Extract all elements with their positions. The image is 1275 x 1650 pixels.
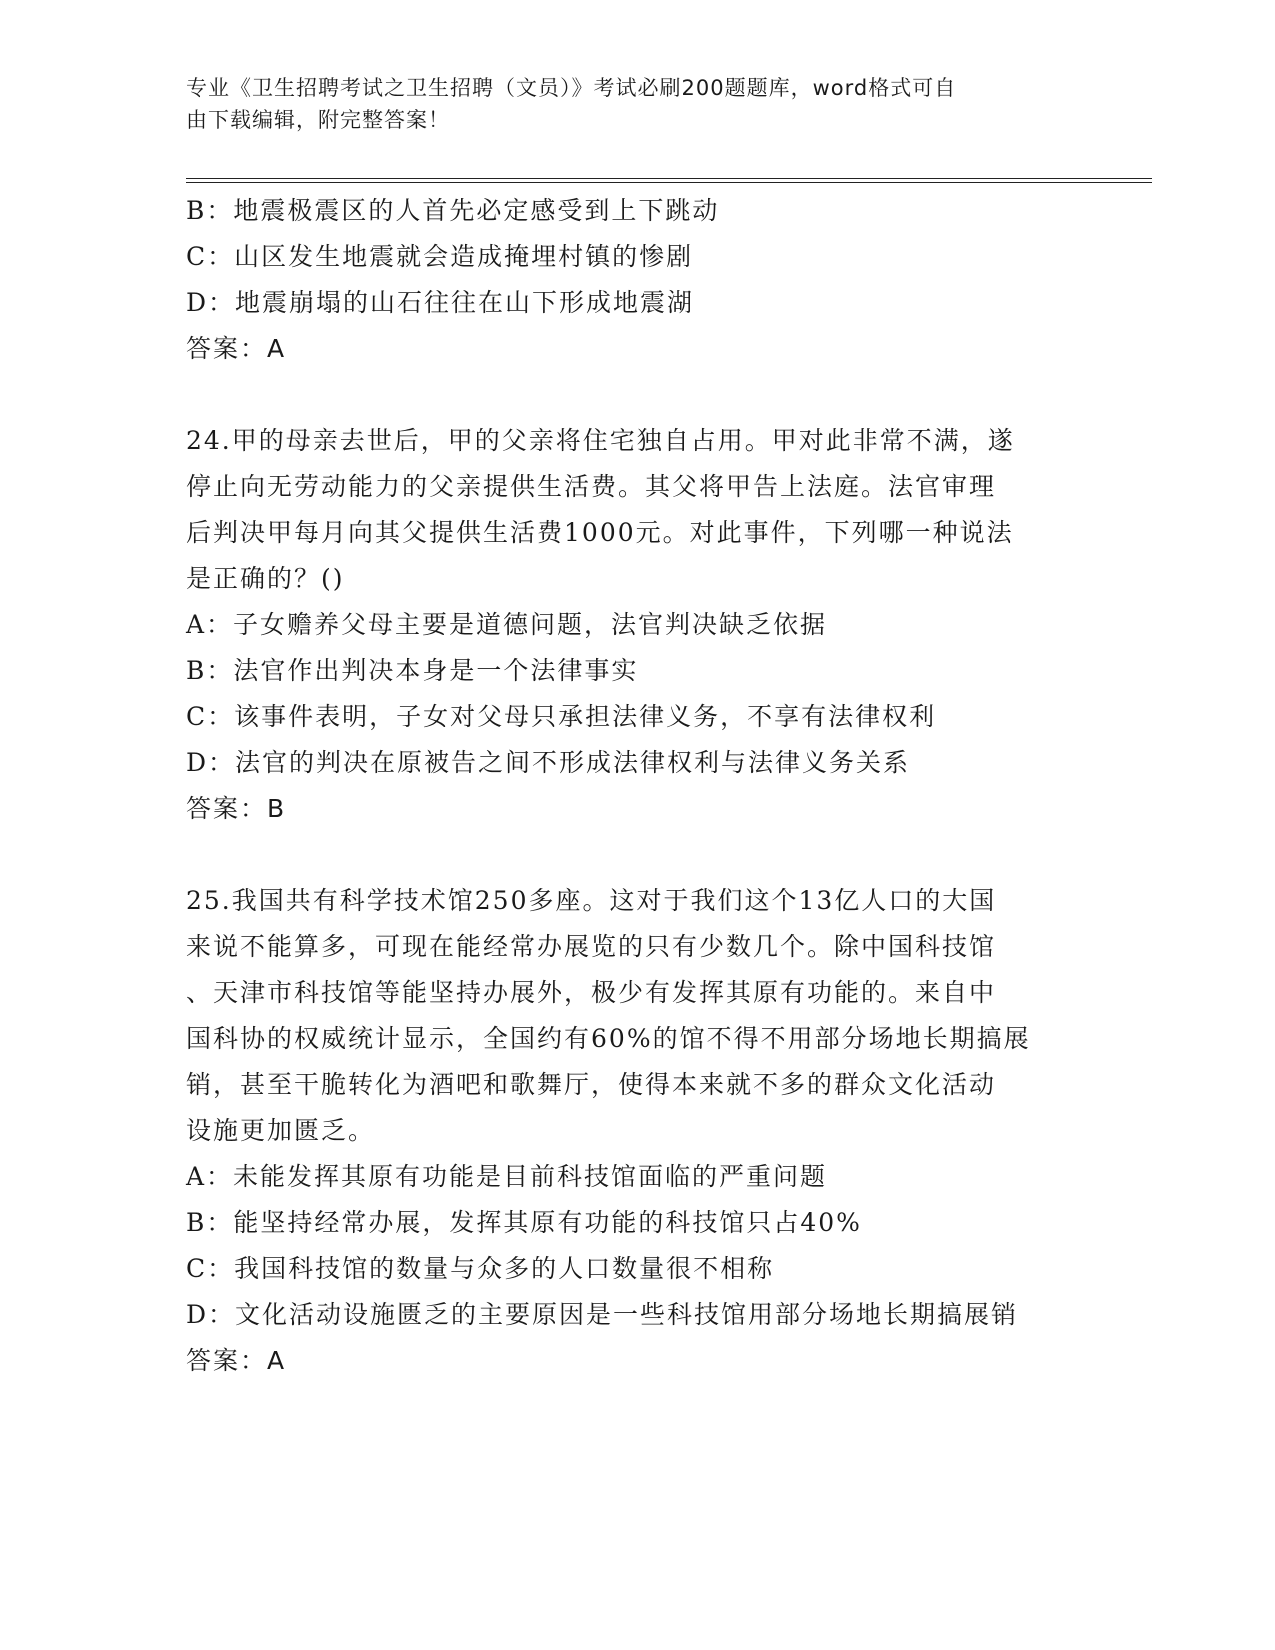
question-stem-line: 设施更加匮乏。	[186, 1116, 376, 1145]
option-d: D：法官的判决在原被告之间不形成法律权利与法律义务关系	[186, 748, 911, 777]
answer-line: 答案：B	[186, 794, 287, 823]
header-line-1: 专业《卫生招聘考试之卫生招聘（文员）》考试必刷200题题库，word格式可自	[186, 76, 957, 100]
option-d: D：文化活动设施匮乏的主要原因是一些科技馆用部分场地长期搞展销	[186, 1300, 1019, 1329]
document-body	[186, 188, 1086, 1384]
question-stem-line: 国科协的权威统计显示，全国约有60%的馆不得不用部分场地长期搞展	[186, 1024, 1031, 1053]
question-stem-line: 、天津市科技馆等能坚持办展外，极少有发挥其原有功能的。来自中	[186, 978, 997, 1007]
option-c: C：我国科技馆的数量与众多的人口数量很不相称	[186, 1254, 775, 1283]
spacer	[186, 372, 1086, 418]
option-b: B：地震极震区的人首先必定感受到上下跳动	[186, 196, 720, 225]
question-stem-line: 25.我国共有科学技术馆250多座。这对于我们这个13亿人口的大国	[186, 886, 997, 915]
question-stem-line: 停止向无劳动能力的父亲提供生活费。其父将甲告上法庭。法官审理	[186, 472, 997, 501]
header-line-2: 由下载编辑，附完整答案！	[186, 108, 450, 132]
option-b: B：能坚持经常办展，发挥其原有功能的科技馆只占40%	[186, 1208, 862, 1237]
option-a: A：子女赡养父母主要是道德问题，法官判决缺乏依据	[186, 610, 828, 639]
question-stem-line: 销，甚至干脆转化为酒吧和歌舞厅，使得本来就不多的群众文化活动	[186, 1070, 997, 1099]
question-25-block	[186, 878, 1086, 1384]
answer-line: 答案：A	[186, 1346, 287, 1375]
document-header	[186, 72, 1066, 136]
question-stem-line: 是正确的？()	[186, 564, 345, 593]
answer-line: 答案：A	[186, 334, 287, 363]
question-stem-line: 24.甲的母亲去世后，甲的父亲将住宅独自占用。甲对此非常不满，遂	[186, 426, 1015, 455]
question-stem-line: 后判决甲每月向其父提供生活费1000元。对此事件，下列哪一种说法	[186, 518, 1014, 547]
header-rule-bottom	[186, 182, 1152, 183]
question-24-block	[186, 418, 1086, 832]
option-d: D：地震崩塌的山石往往在山下形成地震湖	[186, 288, 695, 317]
option-a: A：未能发挥其原有功能是目前科技馆面临的严重问题	[186, 1162, 828, 1191]
previous-question-block	[186, 188, 1086, 372]
question-stem-line: 来说不能算多，可现在能经常办展览的只有少数几个。除中国科技馆	[186, 932, 997, 961]
option-c: C：山区发生地震就会造成掩埋村镇的惨剧	[186, 242, 694, 271]
header-rule-top	[186, 178, 1152, 179]
spacer	[186, 832, 1086, 878]
option-c: C：该事件表明，子女对父母只承担法律义务，不享有法律权利	[186, 702, 937, 731]
option-b: B：法官作出判决本身是一个法律事实	[186, 656, 639, 685]
